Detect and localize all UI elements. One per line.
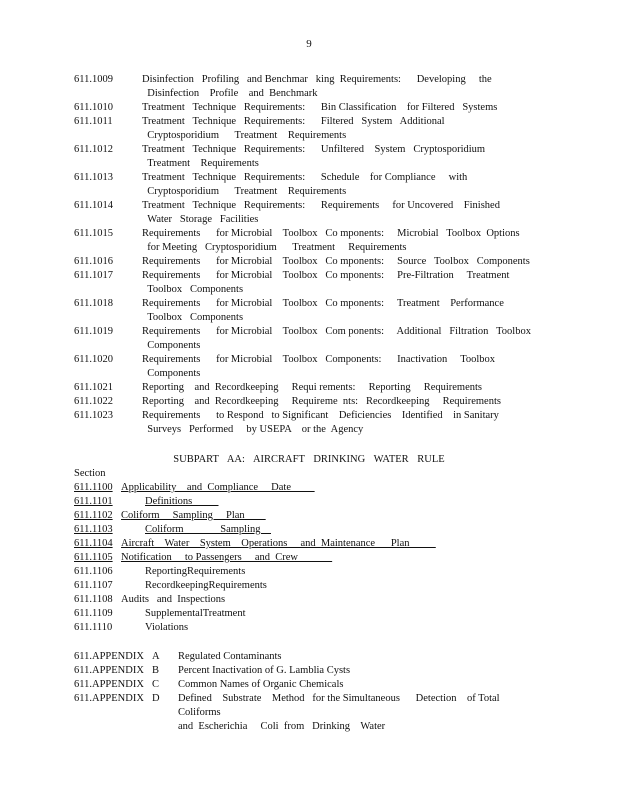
section-number: 611.1106 xyxy=(74,566,113,577)
section-number: 611.1104 xyxy=(74,538,113,549)
subpart-section-row xyxy=(74,523,544,537)
section-number: 611.1016 xyxy=(74,256,113,267)
appendix-title: Regulated Contaminants xyxy=(178,651,282,662)
section-title: Audits and Inspections xyxy=(121,594,226,605)
section-number: 611.1012 xyxy=(74,144,113,155)
section-number: 611.1108 xyxy=(74,594,113,605)
toc-entry xyxy=(74,395,544,409)
toc-entry xyxy=(74,409,544,437)
toc-entry xyxy=(74,199,544,227)
section-number: 611.1014 xyxy=(74,200,113,211)
section-number: 611.1021 xyxy=(74,382,113,393)
appendix-number: 611.APPENDIX xyxy=(74,651,144,662)
toc-entry xyxy=(74,143,544,171)
section-title: Requirements to Respond to Significant Deficiencies Identified in Sanitary Surveys Performed by USEPA or the Agency xyxy=(142,410,499,435)
appendix-title: Percent Inactivation of G. Lamblia Cysts xyxy=(178,665,351,676)
section-title: Disinfection Profiling and Benchmar king Requirements: Developing the Disinfection Profile and Benchmark xyxy=(142,74,492,99)
toc-entry xyxy=(74,381,544,395)
appendix-title: Defined Substrate Method for the Simultaneous Detection of Total Coliforms and Escherichia Coli from Drinking Water xyxy=(178,693,500,732)
appendix-title: Common Names of Organic Chemicals xyxy=(178,679,344,690)
page-number: 9 xyxy=(306,38,312,50)
section-title: Coliform Sampling xyxy=(145,524,271,535)
appendix-row xyxy=(74,664,544,678)
subpart-heading: SUBPART AA: AIRCRAFT DRINKING WATER RULE xyxy=(173,454,445,465)
toc-entry xyxy=(74,325,544,353)
section-title: Requirements for Microbial Toolbox Components: Inactivation Toolbox Components xyxy=(142,354,496,379)
section-title: Notification to Passengers and Crew xyxy=(121,552,333,563)
section-title: Coliform Sampling Plan xyxy=(121,510,266,521)
toc-entry xyxy=(74,115,544,143)
subpart-section-row xyxy=(74,551,544,565)
appendix-number: 611.APPENDIX xyxy=(74,665,144,676)
section-number: 611.1015 xyxy=(74,228,113,239)
subpart-section-row xyxy=(74,481,544,495)
subpart-section-row xyxy=(74,537,544,551)
section-number: 611.1022 xyxy=(74,396,113,407)
section-entries xyxy=(74,73,544,437)
section-number: 611.1010 xyxy=(74,102,113,113)
subpart-section-row xyxy=(74,579,544,593)
appendix-letter: A xyxy=(152,651,160,662)
toc-entry xyxy=(74,353,544,381)
toc-entry xyxy=(74,269,544,297)
section-title: Requirements for Microbial Toolbox Co mponents: Pre-Filtration Treatment Toolbox Components xyxy=(142,270,510,295)
appendix-row xyxy=(74,678,544,692)
section-number: 611.1102 xyxy=(74,510,113,521)
section-title: Violations xyxy=(145,622,189,633)
subpart-section-row xyxy=(74,565,544,579)
subpart-section-row xyxy=(74,593,544,607)
section-number: 611.1018 xyxy=(74,298,113,309)
section-title: Requirements for Microbial Toolbox Com ponents: Additional Filtration Toolbox Components xyxy=(142,326,531,351)
section-title: Treatment Technique Requirements: Unfiltered System Cryptosporidium Treatment Requirements xyxy=(142,144,486,169)
section-title: Treatment Technique Requirements: Requirements for Uncovered Finished Water Storage Facilities xyxy=(142,200,500,225)
section-number: 611.1013 xyxy=(74,172,113,183)
toc-entry xyxy=(74,297,544,325)
toc-entry xyxy=(74,73,544,101)
section-title: RecordkeepingRequirements xyxy=(145,580,267,591)
section-title: Requirements for Microbial Toolbox Co mponents: Source Toolbox Components xyxy=(142,256,530,267)
section-number: 611.1107 xyxy=(74,580,113,591)
section-number: 611.1105 xyxy=(74,552,113,563)
section-title: Treatment Technique Requirements: Schedule for Compliance with Cryptosporidium Treatment Requirements xyxy=(142,172,468,197)
section-label: Section xyxy=(74,468,106,479)
section-title: SupplementalTreatment xyxy=(145,608,246,619)
section-number: 611.1110 xyxy=(74,622,113,633)
toc-entry xyxy=(74,227,544,255)
section-title: Definitions xyxy=(145,496,219,507)
section-title: Treatment Technique Requirements: Bin Classification for Filtered Systems xyxy=(142,102,498,113)
appendix-list xyxy=(74,650,544,734)
section-title: ReportingRequirements xyxy=(145,566,246,577)
section-number: 611.1109 xyxy=(74,608,113,619)
appendix-letter: C xyxy=(152,679,160,690)
subpart-section-row xyxy=(74,621,544,635)
subpart-section-row xyxy=(74,495,544,509)
section-number: 611.1103 xyxy=(74,524,113,535)
section-title: Reporting and Recordkeeping Requireme nts: Recordkeeping Requirements xyxy=(142,396,501,407)
section-number: 611.1019 xyxy=(74,326,113,337)
section-number: 611.1020 xyxy=(74,354,113,365)
section-title: Reporting and Recordkeeping Requi rements: Reporting Requirements xyxy=(142,382,483,393)
section-number: 611.1017 xyxy=(74,270,113,281)
section-title: Requirements for Microbial Toolbox Co mponents: Microbial Toolbox Options for Meeting Cryptosporidium Treatment Requirements xyxy=(142,228,520,253)
section-title: Requirements for Microbial Toolbox Co mponents: Treatment Performance Toolbox Components xyxy=(142,298,504,323)
appendix-letter: B xyxy=(152,665,160,676)
toc-entry xyxy=(74,255,544,269)
subpart-section-row xyxy=(74,509,544,523)
subpart-aa-sections xyxy=(74,467,544,635)
toc-entry xyxy=(74,171,544,199)
appendix-number: 611.APPENDIX xyxy=(74,679,144,690)
appendix-row xyxy=(74,650,544,664)
appendix-letter: D xyxy=(152,693,160,704)
section-number: 611.1101 xyxy=(74,496,113,507)
section-number: 611.1009 xyxy=(74,74,113,85)
section-number: 611.1011 xyxy=(74,116,113,127)
section-title: Treatment Technique Requirements: Filtered System Additional Cryptosporidium Treatment Requirements xyxy=(142,116,445,141)
section-title: Aircraft Water System Operations and Maintenance Plan xyxy=(121,538,436,549)
section-number: 611.1023 xyxy=(74,410,113,421)
appendix-row xyxy=(74,692,544,734)
subpart-section-row xyxy=(74,607,544,621)
section-title: Applicability and Compliance Date xyxy=(121,482,315,493)
section-number: 611.1100 xyxy=(74,482,113,493)
appendix-number: 611.APPENDIX xyxy=(74,693,144,704)
toc-entry xyxy=(74,101,544,115)
